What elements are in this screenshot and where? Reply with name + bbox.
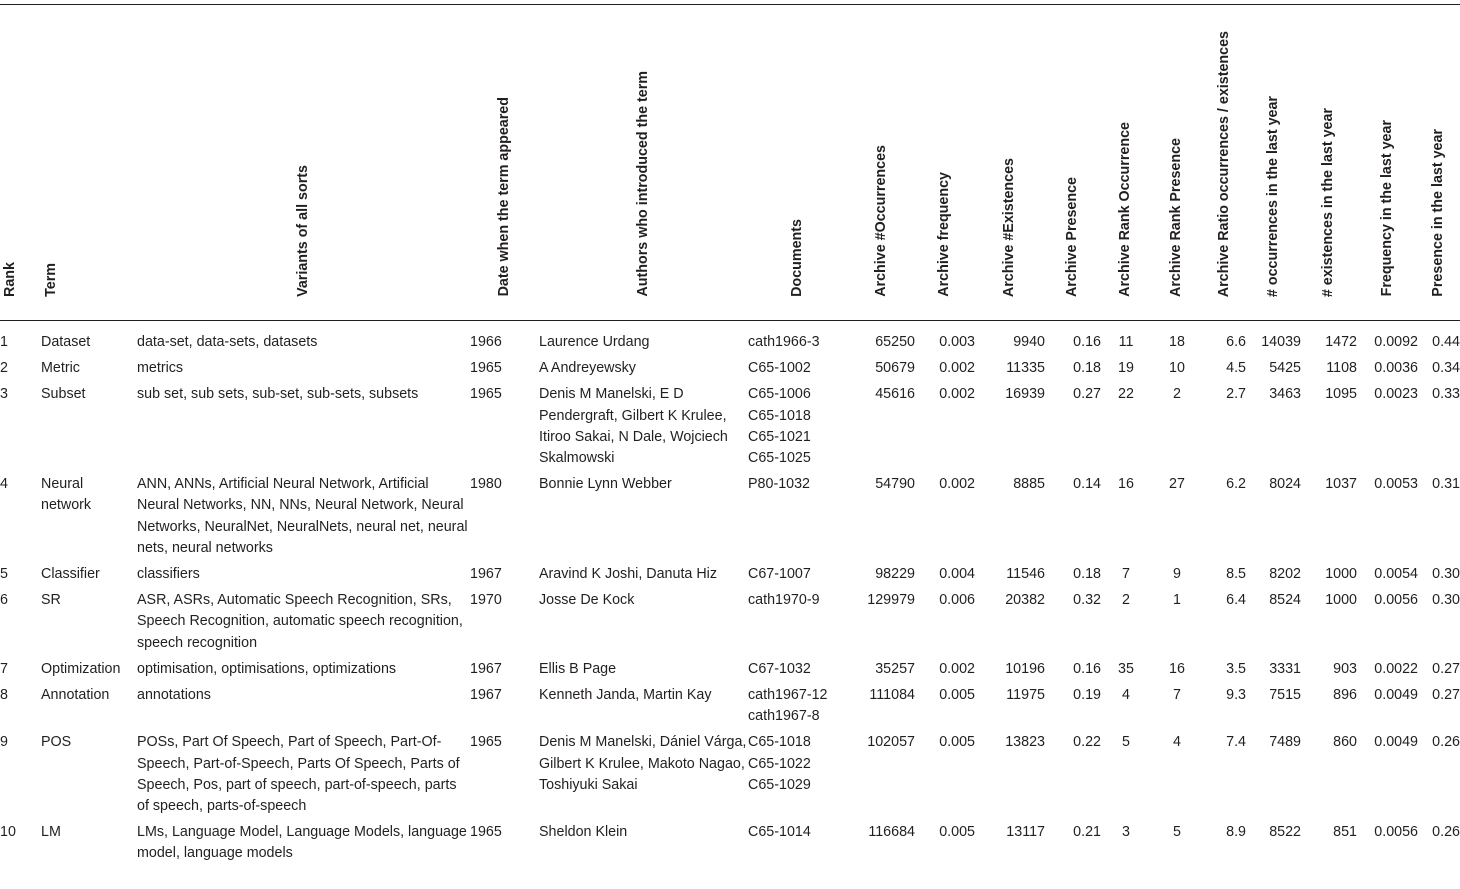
document-id: C65-1025 (748, 450, 811, 467)
cell-archive-existences: 9940 (1013, 334, 1045, 350)
cell-archive-rank-presence: 10 (1169, 360, 1185, 377)
cell-archive-rank-presence: 7 (1173, 687, 1181, 704)
cell-term: Annotation (41, 687, 110, 704)
cell-archive-frequency: 0.002 (939, 660, 975, 677)
cell-frequency-last-year: 0.0056 (1374, 592, 1418, 609)
header-frequency-last-year: Frequency in the last year (1378, 120, 1395, 297)
cell-variants: sub set, sub sets, sub-set, sub-sets, subsets (137, 386, 419, 403)
cell-archive-presence: 0.32 (1073, 592, 1101, 609)
cell-frequency-last-year: 0.0053 (1374, 476, 1418, 493)
cell-variants: annotations (137, 687, 211, 704)
cell-term: Dataset (41, 334, 91, 350)
cell-archive-existences: 11335 (1006, 360, 1045, 377)
cell-presence-last-year: 0.30 (1432, 592, 1460, 609)
header-term: Term (43, 262, 59, 297)
cell-frequency-last-year: 0.0054 (1374, 566, 1418, 583)
cell-term: Classifier (41, 566, 100, 583)
cell-occurrences-last-year: 5425 (1269, 360, 1301, 377)
cell-archive-existences: 11975 (1006, 687, 1045, 704)
cell-occurrences-last-year: 3331 (1269, 660, 1301, 677)
cell-archive-existences: 10196 (1005, 660, 1045, 677)
cell-rank: 3 (0, 386, 8, 403)
cell-archive-frequency: 0.002 (939, 360, 975, 377)
cell-archive-rank-presence: 18 (1169, 334, 1185, 350)
cell-archive-occurrences: 65250 (875, 334, 915, 350)
document-id: C67-1032 (748, 660, 811, 677)
cell-presence-last-year: 0.33 (1432, 386, 1460, 403)
cell-presence-last-year: 0.30 (1432, 566, 1460, 583)
cell-rank: 1 (0, 334, 8, 350)
cell-archive-occurrences: 45616 (875, 386, 915, 403)
table-row (0, 321, 1460, 359)
table-row (0, 659, 1460, 685)
cell-archive-ratio: 7.4 (1226, 734, 1246, 751)
cell-archive-ratio: 8.9 (1226, 824, 1246, 841)
cell-existences-last-year: 896 (1333, 687, 1357, 704)
cell-archive-occurrences: 54790 (875, 476, 915, 493)
cell-presence-last-year: 0.34 (1432, 360, 1460, 377)
cell-existences-last-year: 1472 (1325, 334, 1357, 350)
cell-term: Neural network (41, 476, 92, 514)
cell-date: 1980 (470, 476, 502, 493)
document-id: C65-1022 (748, 755, 811, 772)
cell-occurrences-last-year: 14039 (1261, 334, 1301, 350)
cell-frequency-last-year: 0.0092 (1374, 334, 1418, 350)
cell-archive-presence: 0.18 (1073, 566, 1101, 583)
cell-authors: Denis M Manelski, E D Pendergraft, Gilbert K Krulee, Itiroo Sakai, N Dale, Wojciech Skalmowski (539, 386, 728, 467)
cell-frequency-last-year: 0.0056 (1374, 824, 1418, 841)
cell-presence-last-year: 0.27 (1432, 660, 1460, 677)
cell-frequency-last-year: 0.0049 (1374, 734, 1418, 751)
table-body (0, 321, 1460, 870)
document-id: C65-1029 (748, 776, 811, 793)
cell-documents (748, 822, 848, 869)
cell-archive-ratio: 3.5 (1226, 660, 1246, 677)
cell-variants: classifiers (137, 566, 200, 583)
cell-existences-last-year: 1095 (1325, 386, 1357, 403)
cell-archive-existences: 16939 (1005, 386, 1045, 403)
cell-documents (748, 321, 848, 359)
cell-authors: Josse De Kock (539, 592, 635, 609)
cell-frequency-last-year: 0.0023 (1374, 386, 1418, 403)
header-variants: Variants of all sorts (294, 164, 311, 297)
cell-archive-rank-presence: 27 (1169, 476, 1185, 493)
cell-archive-existences: 13823 (1005, 734, 1045, 751)
cell-documents (748, 590, 848, 659)
cell-rank: 10 (0, 824, 16, 841)
table-row (0, 384, 1460, 474)
document-id: C65-1018 (748, 407, 811, 424)
cell-archive-frequency: 0.003 (939, 334, 975, 350)
cell-rank: 4 (0, 476, 8, 493)
cell-variants: data-set, data-sets, datasets (137, 334, 318, 350)
cell-occurrences-last-year: 8202 (1269, 566, 1301, 583)
document-id: cath1967-12 (748, 687, 828, 704)
cell-archive-existences: 11546 (1006, 566, 1045, 583)
cell-occurrences-last-year: 7489 (1269, 734, 1301, 751)
cell-archive-occurrences: 50679 (875, 360, 915, 377)
cell-term: Metric (41, 360, 80, 377)
cell-archive-ratio: 9.3 (1226, 687, 1246, 704)
cell-authors: Laurence Urdang (539, 334, 650, 350)
document-id: cath1967-8 (748, 708, 820, 725)
cell-archive-occurrences: 35257 (875, 660, 915, 677)
cell-term: Subset (41, 386, 86, 403)
document-id: C65-1021 (748, 428, 811, 445)
table-header (0, 5, 1460, 321)
cell-archive-presence: 0.21 (1073, 824, 1101, 841)
cell-archive-rank-presence: 16 (1169, 660, 1185, 677)
cell-archive-ratio: 6.4 (1226, 592, 1246, 609)
cell-rank: 6 (0, 592, 8, 609)
cell-variants: ANN, ANNs, Artificial Neural Network, Artificial Neural Networks, NN, NNs, Neural Network, Neural Networks, NeuralNet, NeuralNets, neural net, neural nets, neural networks (137, 476, 468, 556)
cell-date: 1965 (470, 824, 502, 841)
document-id: P80-1032 (748, 476, 811, 493)
cell-presence-last-year: 0.27 (1432, 687, 1460, 704)
table-row (0, 474, 1460, 564)
terms-table (0, 4, 1460, 870)
cell-authors: Bonnie Lynn Webber (539, 476, 672, 493)
header-archive-occurrences: Archive #Occurrences (872, 145, 889, 297)
cell-rank: 8 (0, 687, 8, 704)
cell-archive-existences: 13117 (1006, 824, 1045, 841)
cell-date: 1967 (470, 566, 502, 583)
cell-existences-last-year: 903 (1333, 660, 1357, 677)
cell-archive-presence: 0.22 (1073, 734, 1101, 751)
header-existences-last-year: # existences in the last year (1320, 107, 1337, 297)
cell-documents (748, 474, 848, 564)
cell-rank: 9 (0, 734, 8, 751)
cell-archive-presence: 0.27 (1073, 386, 1101, 403)
cell-authors: Ellis B Page (539, 660, 617, 677)
cell-archive-ratio: 6.6 (1226, 334, 1246, 350)
cell-archive-ratio: 2.7 (1226, 386, 1246, 403)
header-documents: Documents (789, 218, 806, 297)
cell-archive-rank-occurrence: 16 (1118, 476, 1134, 493)
cell-variants: LMs, Language Model, Language Models, language model, language models (137, 824, 467, 862)
cell-archive-rank-occurrence: 7 (1122, 566, 1130, 583)
cell-archive-occurrences: 116684 (868, 824, 915, 841)
table-row (0, 590, 1460, 659)
header-rank: Rank (2, 261, 18, 297)
cell-archive-frequency: 0.002 (939, 476, 975, 493)
cell-archive-rank-occurrence: 5 (1122, 734, 1130, 751)
cell-occurrences-last-year: 3463 (1269, 386, 1301, 403)
cell-archive-rank-presence: 4 (1173, 734, 1181, 751)
cell-archive-rank-occurrence: 2 (1122, 592, 1130, 609)
cell-archive-rank-occurrence: 35 (1118, 660, 1134, 677)
cell-archive-rank-presence: 9 (1173, 566, 1181, 583)
cell-date: 1965 (470, 734, 502, 751)
cell-documents (748, 384, 848, 474)
cell-existences-last-year: 1108 (1326, 360, 1357, 377)
cell-authors: A Andreyewsky (539, 360, 636, 377)
header-date: Date when the term appeared (495, 97, 512, 297)
cell-documents (748, 659, 848, 685)
cell-occurrences-last-year: 7515 (1269, 687, 1301, 704)
cell-variants: POSs, Part Of Speech, Part of Speech, Part-Of-Speech, Part-of-Speech, Parts Of Speech, Parts of Speech, Pos, part of speech, part-of-speech, parts of speech, parts-of-speech (137, 734, 460, 815)
header-archive-existences: Archive #Existences (1001, 157, 1018, 297)
cell-archive-ratio: 4.5 (1226, 360, 1246, 377)
cell-authors: Sheldon Klein (539, 824, 628, 841)
cell-existences-last-year: 851 (1333, 824, 1357, 841)
cell-archive-frequency: 0.002 (939, 386, 975, 403)
cell-archive-frequency: 0.006 (939, 592, 975, 609)
table-row (0, 564, 1460, 590)
cell-existences-last-year: 860 (1333, 734, 1357, 751)
cell-variants: metrics (137, 360, 184, 377)
document-id: cath1970-9 (748, 592, 820, 609)
cell-date: 1965 (470, 386, 502, 403)
header-archive-rank-occurrence: Archive Rank Occurrence (1117, 121, 1134, 297)
cell-occurrences-last-year: 8524 (1269, 592, 1301, 609)
table-row (0, 732, 1460, 822)
cell-archive-rank-occurrence: 11 (1118, 334, 1134, 350)
cell-presence-last-year: 0.44 (1432, 334, 1460, 350)
cell-presence-last-year: 0.26 (1432, 824, 1460, 841)
cell-documents (748, 564, 848, 590)
cell-rank: 7 (0, 660, 8, 677)
cell-existences-last-year: 1037 (1325, 476, 1357, 493)
cell-authors: Kenneth Janda, Martin Kay (539, 687, 712, 704)
cell-date: 1970 (470, 592, 502, 609)
cell-term: Optimization (41, 660, 121, 677)
document-id: C65-1018 (748, 734, 811, 751)
cell-term: POS (41, 734, 72, 751)
cell-term: SR (41, 592, 61, 609)
cell-archive-presence: 0.14 (1073, 476, 1101, 493)
header-archive-presence: Archive Presence (1064, 176, 1081, 297)
cell-presence-last-year: 0.26 (1432, 734, 1460, 751)
cell-archive-rank-presence: 2 (1173, 386, 1181, 403)
cell-date: 1965 (470, 360, 502, 377)
cell-archive-frequency: 0.004 (939, 566, 975, 583)
cell-variants: optimisation, optimisations, optimizations (137, 660, 397, 677)
cell-archive-rank-presence: 1 (1173, 592, 1181, 609)
cell-date: 1967 (470, 687, 502, 704)
table-row (0, 358, 1460, 384)
header-archive-ratio: Archive Ratio occurrences / existences (1215, 30, 1232, 297)
cell-archive-occurrences: 129979 (867, 592, 915, 609)
cell-term: LM (41, 824, 61, 841)
cell-date: 1966 (470, 334, 502, 350)
cell-variants: ASR, ASRs, Automatic Speech Recognition, SRs, Speech Recognition, automatic speech recognition, speech recognition (137, 592, 463, 651)
cell-archive-existences: 20382 (1005, 592, 1045, 609)
cell-archive-presence: 0.16 (1073, 334, 1101, 350)
cell-frequency-last-year: 0.0022 (1374, 660, 1418, 677)
cell-occurrences-last-year: 8024 (1269, 476, 1301, 493)
cell-documents (748, 358, 848, 384)
cell-date: 1967 (470, 660, 502, 677)
cell-archive-occurrences: 98229 (875, 566, 915, 583)
document-id: cath1966-3 (748, 334, 820, 350)
cell-archive-occurrences: 111084 (869, 687, 915, 704)
cell-archive-presence: 0.18 (1073, 360, 1101, 377)
cell-archive-rank-occurrence: 3 (1122, 824, 1130, 841)
cell-archive-frequency: 0.005 (939, 824, 975, 841)
cell-archive-occurrences: 102057 (867, 734, 915, 751)
cell-archive-rank-occurrence: 4 (1122, 687, 1130, 704)
header-archive-rank-presence: Archive Rank Presence (1168, 137, 1185, 297)
cell-rank: 5 (0, 566, 8, 583)
cell-archive-frequency: 0.005 (939, 687, 975, 704)
document-id: C67-1007 (748, 566, 811, 583)
cell-archive-rank-presence: 5 (1173, 824, 1181, 841)
cell-archive-presence: 0.19 (1073, 687, 1101, 704)
header-archive-frequency: Archive frequency (936, 172, 953, 297)
document-id: C65-1014 (748, 824, 811, 841)
cell-archive-rank-occurrence: 19 (1118, 360, 1134, 377)
cell-occurrences-last-year: 8522 (1269, 824, 1301, 841)
cell-presence-last-year: 0.31 (1432, 476, 1460, 493)
cell-archive-ratio: 8.5 (1226, 566, 1246, 583)
cell-rank: 2 (0, 360, 8, 377)
cell-authors: Aravind K Joshi, Danuta Hiz (539, 566, 717, 583)
table-row (0, 685, 1460, 732)
header-presence-last-year: Presence in the last year (1430, 129, 1447, 297)
cell-archive-rank-occurrence: 22 (1118, 386, 1134, 403)
document-id: C65-1006 (748, 386, 811, 403)
cell-existences-last-year: 1000 (1325, 592, 1357, 609)
cell-documents (748, 685, 848, 732)
cell-archive-existences: 8885 (1013, 476, 1045, 493)
table-row (0, 822, 1460, 869)
cell-documents (748, 732, 848, 822)
document-id: C65-1002 (748, 360, 811, 377)
cell-authors: Denis M Manelski, Dániel Várga, Gilbert K Krulee, Makoto Nagao, Toshiyuki Sakai (539, 734, 747, 793)
cell-archive-presence: 0.16 (1073, 660, 1101, 677)
cell-archive-ratio: 6.2 (1226, 476, 1246, 493)
header-authors: Authors who introduced the term (634, 71, 651, 297)
cell-existences-last-year: 1000 (1325, 566, 1357, 583)
cell-archive-frequency: 0.005 (939, 734, 975, 751)
cell-frequency-last-year: 0.0049 (1374, 687, 1418, 704)
cell-frequency-last-year: 0.0036 (1374, 360, 1418, 377)
header-occurrences-last-year: # occurrences in the last year (1264, 95, 1281, 297)
